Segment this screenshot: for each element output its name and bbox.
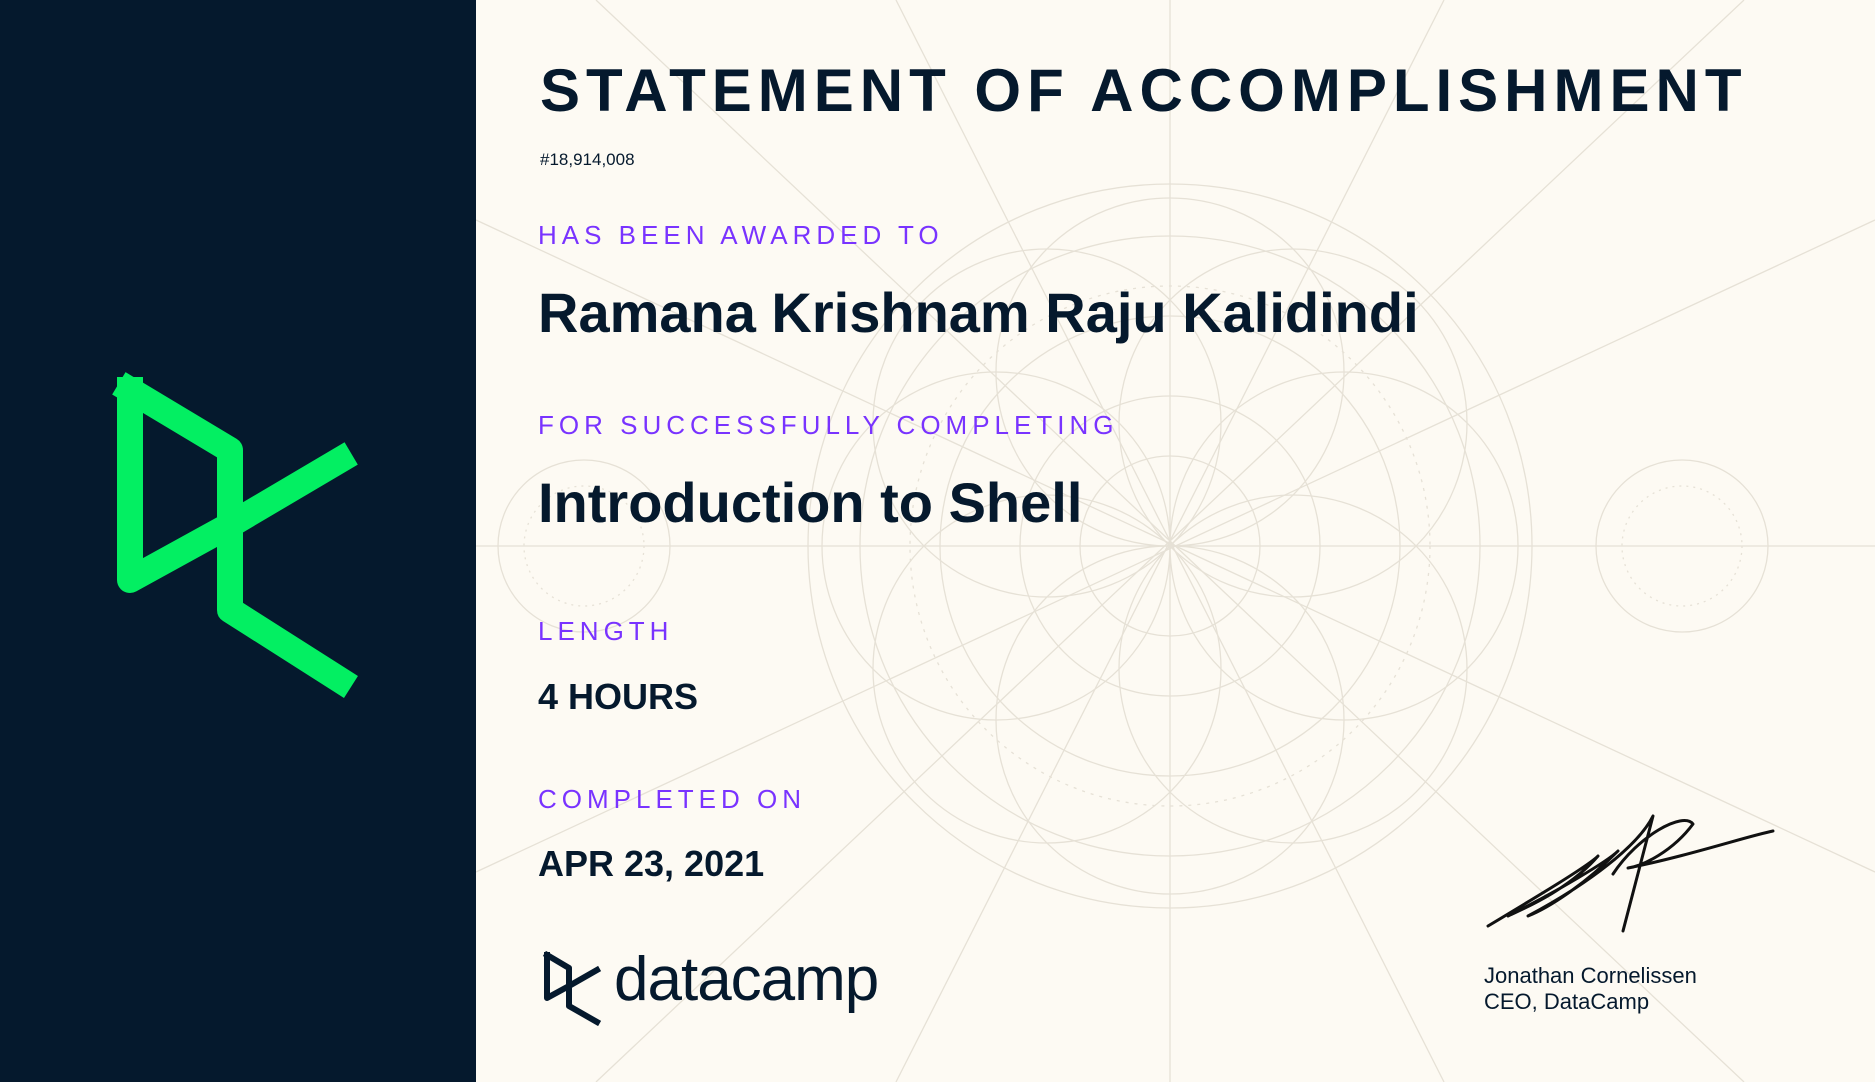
course-title: Introduction to Shell xyxy=(538,471,1083,534)
course-length: 4 HOURS xyxy=(538,676,699,717)
datacamp-brand xyxy=(542,944,962,1034)
recipient-name: Ramana Krishnam Raju Kalidindi xyxy=(538,281,1419,344)
completed-label: COMPLETED ON xyxy=(538,784,807,814)
datacamp-logo-icon xyxy=(542,950,604,1026)
certificate-number: #18,914,008 xyxy=(540,150,635,169)
completing-label: FOR SUCCESSFULLY COMPLETING xyxy=(538,410,1119,440)
signer-block xyxy=(1484,963,1697,1015)
awarded-label: HAS BEEN AWARDED TO xyxy=(538,220,944,250)
certificate-title: STATEMENT OF ACCOMPLISHMENT xyxy=(540,57,1748,124)
signer-role: CEO, DataCamp xyxy=(1484,989,1650,1014)
ceo-signature xyxy=(1478,796,1778,946)
datacamp-logo-icon xyxy=(110,360,380,700)
datacamp-wordmark: datacamp xyxy=(614,945,879,1014)
signer-name: Jonathan Cornelissen xyxy=(1484,963,1697,988)
certificate xyxy=(476,0,1875,1082)
completion-date: APR 23, 2021 xyxy=(538,843,765,884)
length-label: LENGTH xyxy=(538,616,674,646)
left-panel xyxy=(0,0,476,1082)
